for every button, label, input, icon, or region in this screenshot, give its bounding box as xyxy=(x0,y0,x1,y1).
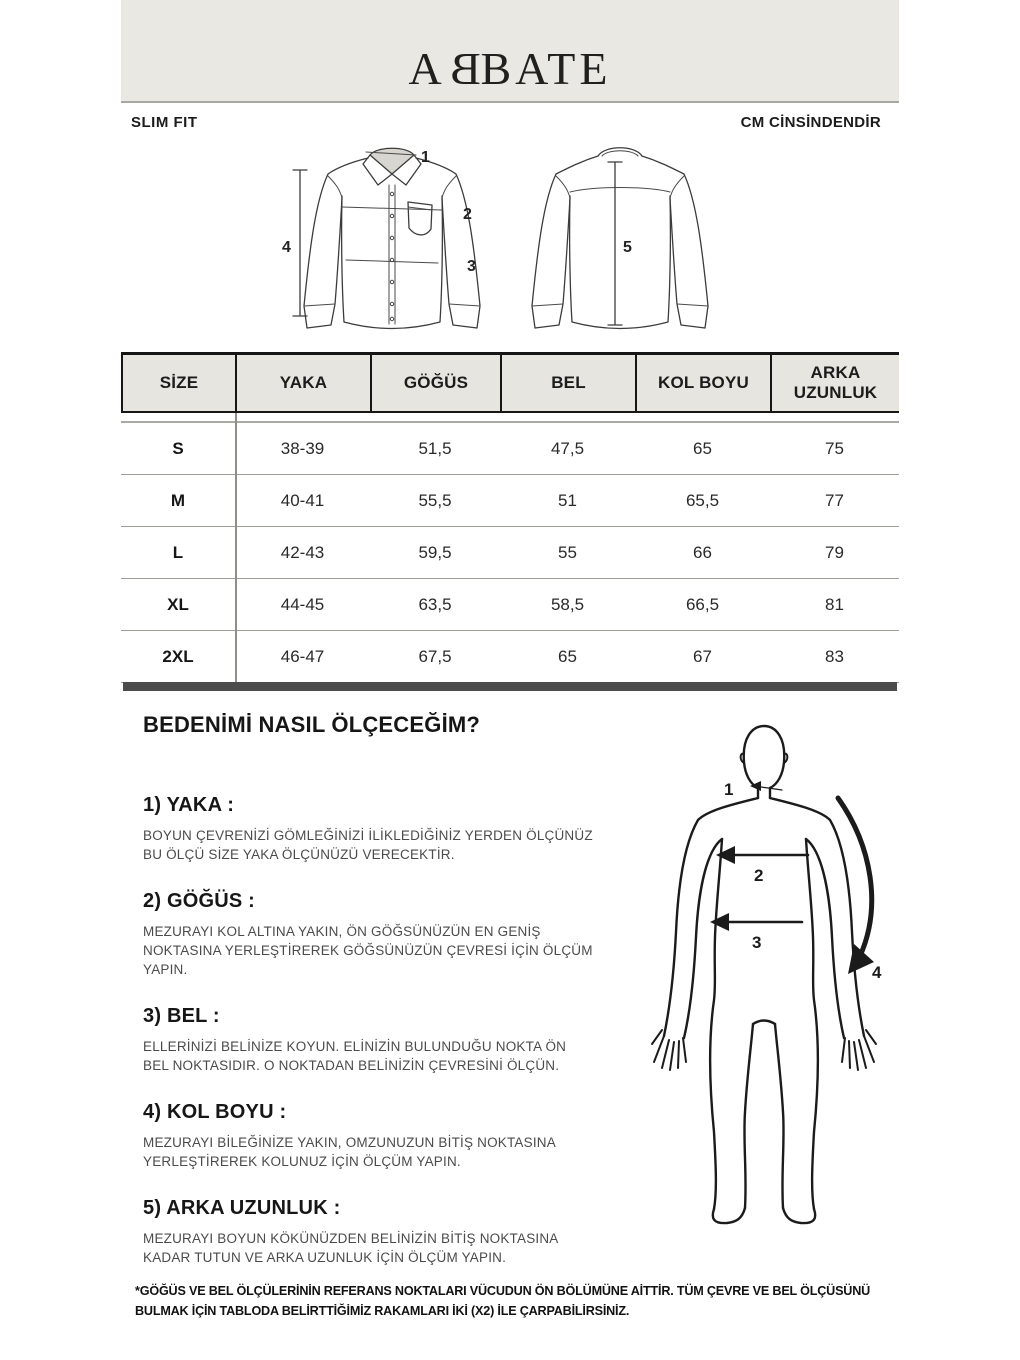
front-label-sleeve: 4 xyxy=(282,239,291,256)
figure-label-waist: 3 xyxy=(752,933,762,952)
figure-label-sleeve: 4 xyxy=(872,963,882,982)
size-cell: M xyxy=(170,490,186,510)
guide-section xyxy=(143,1101,655,1171)
guide-text-line: BEL NOKTASIDIR. O NOKTADAN BELİNİZİN ÇEVRESİNİ ÖLÇÜN. xyxy=(143,1058,560,1073)
guide-section-heading: 2) GÖĞÜS : xyxy=(143,890,256,912)
guide-text-line: YERLEŞTİREREK KOLUNUZ İÇİN ÖLÇÜM YAPIN. xyxy=(143,1154,461,1169)
guide-section-body xyxy=(143,826,655,864)
guide-sections xyxy=(143,794,655,1267)
column-header: GÖĞÜS xyxy=(370,355,500,411)
brand-band xyxy=(121,0,899,103)
header-underline xyxy=(121,413,899,423)
value-cell: 83 xyxy=(825,646,844,666)
guide-section-body xyxy=(143,1229,655,1267)
value-cell: 38-39 xyxy=(280,438,325,458)
guide-section xyxy=(143,794,655,864)
logo-letter-mirrored: B xyxy=(445,43,481,94)
logo-letters: BATE xyxy=(480,43,612,94)
guide-title: BEDENİMİ NASIL ÖLÇECEĞİM? xyxy=(143,712,481,737)
value-cell: 47,5 xyxy=(550,438,585,458)
guide-section-heading: 1) YAKA : xyxy=(143,794,235,816)
value-cell: 65 xyxy=(693,438,712,458)
size-cell: S xyxy=(172,438,184,458)
value-cell: 44-45 xyxy=(280,594,325,614)
value-cell: 66 xyxy=(693,542,712,562)
logo-letter: A xyxy=(408,43,446,94)
guide-text-line: ELLERİNİZİ BELİNİZE KOYUN. ELİNİZİN BULUNDUĞU NOKTA ÖN xyxy=(143,1039,567,1054)
front-label-waist: 3 xyxy=(467,258,476,275)
shirt-front-sketch xyxy=(282,148,480,328)
figure-label-neck: 1 xyxy=(724,780,734,799)
value-cell: 66,5 xyxy=(685,594,720,614)
figure-label-chest: 2 xyxy=(754,866,764,885)
shirt-back-sketch xyxy=(532,148,708,329)
value-cell: 67 xyxy=(693,646,712,666)
guide-section-heading: 3) BEL : xyxy=(143,1005,220,1027)
guide-text-line: MEZURAYI BOYUN KÖKÜNÜZDEN BELİNİZİN BİTİŞ NOKTASINA xyxy=(143,1231,559,1246)
value-cell: 42-43 xyxy=(280,542,325,562)
unit-label: CM CİNSİNDENDİR xyxy=(740,114,881,131)
table-row xyxy=(121,631,899,683)
guide-section-body xyxy=(143,922,655,979)
size-cell: XL xyxy=(167,594,189,614)
value-cell: 79 xyxy=(825,542,844,562)
figure-measure-arrows xyxy=(710,780,882,982)
value-cell: 51,5 xyxy=(418,438,452,458)
value-cell: 51 xyxy=(558,490,577,510)
front-label-chest: 2 xyxy=(463,206,472,223)
size-column-divider xyxy=(235,413,237,691)
brand-logo xyxy=(408,43,612,101)
size-cell: L xyxy=(172,542,184,562)
guide-text-line: BU ÖLÇÜ SİZE YAKA ÖLÇÜNÜZÜ VERECEKTİR. xyxy=(143,847,455,862)
body-measurement-figure xyxy=(650,722,900,1232)
column-header: KOL BOYU xyxy=(635,355,770,411)
size-cell: 2XL xyxy=(162,646,194,666)
guide-text-line: MEZURAYI BİLEĞİNİZE YAKIN, OMZUNUZUN BİTİŞ NOKTASINA xyxy=(143,1135,556,1150)
guide-text-line: KADAR TUTUN VE ARKA UZUNLUK İÇİN ÖLÇÜM YAPIN. xyxy=(143,1250,507,1265)
guide-section-body xyxy=(143,1133,655,1171)
table-row xyxy=(121,423,899,475)
value-cell: 59,5 xyxy=(418,542,452,562)
value-cell: 81 xyxy=(825,594,844,614)
table-row xyxy=(121,527,899,579)
value-cell: 77 xyxy=(825,490,844,510)
guide-text-line: MEZURAYI KOL ALTINA YAKIN, ÖN GÖĞSÜNÜZÜN EN GENİŞ xyxy=(143,924,541,939)
value-cell: 63,5 xyxy=(418,594,452,614)
size-table-body xyxy=(121,423,899,683)
footnote-line: BULMAK İÇİN TABLODA BELİRTTİĞİMİZ RAKAMLARI İKİ (X2) İLE ÇARPABİLİRSİNİZ. xyxy=(135,1303,630,1318)
guide-section xyxy=(143,890,655,979)
section-divider-bar xyxy=(123,682,897,691)
value-cell: 46-47 xyxy=(280,646,325,666)
column-header: SİZE xyxy=(121,355,235,411)
table-row xyxy=(121,579,899,631)
fit-type-label: SLIM FIT xyxy=(131,114,198,131)
footnote-line: *GÖĞÜS VE BEL ÖLÇÜLERİNİN REFERANS NOKTALARI VÜCUDUN ÖN BÖLÜMÜNE AİTTİR. TÜM ÇEVRE VE BEL ÖLÇÜSÜNÜ xyxy=(135,1283,871,1298)
guide-text-line: YAPIN. xyxy=(143,962,188,977)
guide-section-body xyxy=(143,1037,655,1075)
table-row xyxy=(121,475,899,527)
guide-section xyxy=(143,1197,655,1267)
guide-section-heading: 4) KOL BOYU : xyxy=(143,1101,287,1123)
value-cell: 55 xyxy=(558,542,577,562)
column-header: YAKA xyxy=(235,355,370,411)
size-table-header xyxy=(121,352,899,413)
measuring-guide xyxy=(143,712,655,1293)
column-header: BEL xyxy=(500,355,635,411)
value-cell: 75 xyxy=(825,438,844,458)
guide-section xyxy=(143,1005,655,1075)
shirt-measurement-diagram xyxy=(280,140,740,340)
guide-section-heading: 5) ARKA UZUNLUK : xyxy=(143,1197,341,1219)
column-header: ARKA UZUNLUK xyxy=(770,355,899,411)
value-cell: 58,5 xyxy=(550,594,585,614)
value-cell: 40-41 xyxy=(280,490,325,510)
value-cell: 65 xyxy=(558,646,577,666)
front-label-collar: 1 xyxy=(421,149,430,166)
size-table xyxy=(121,352,899,683)
guide-text-line: BOYUN ÇEVRENİZİ GÖMLEĞİNİZİ İLİKLEDİĞİNİZ YERDEN ÖLÇÜNÜZ xyxy=(143,828,593,843)
value-cell: 67,5 xyxy=(418,646,452,666)
back-label-length: 5 xyxy=(623,239,632,256)
value-cell: 55,5 xyxy=(418,490,452,510)
guide-text-line: NOKTASINA YERLEŞTİREREK GÖĞSÜNÜZÜN ÇEVRESİ İÇİN ÖLÇÜM xyxy=(143,943,593,958)
footnote xyxy=(135,1281,965,1321)
value-cell: 65,5 xyxy=(685,490,720,510)
